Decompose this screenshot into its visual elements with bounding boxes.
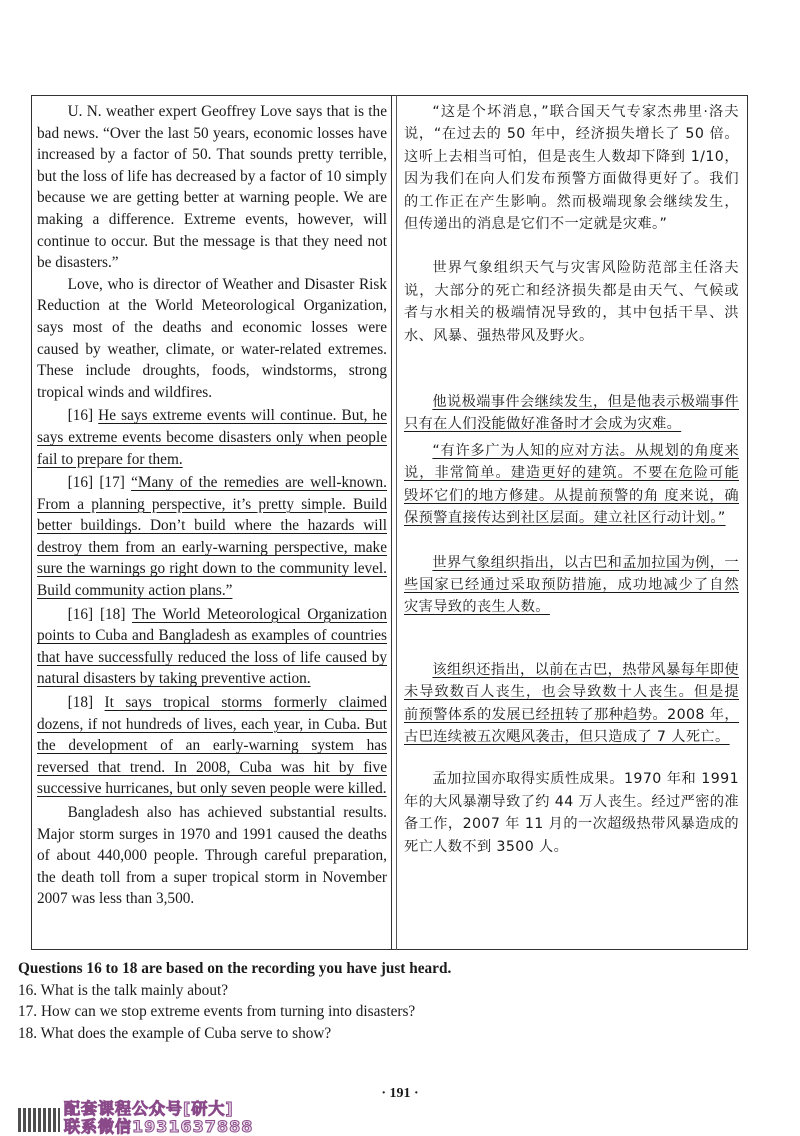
questions-section [18,958,778,1044]
qr-code-icon [18,1108,60,1132]
english-paragraph-3 [37,405,387,470]
underlined-answer-text: “Many of the remedies are well-known. From a planning perspective, it’s pretty simple. Build better buildings. Don’t build where the hazards will destroy them from an early-warning perspective, make sure the warnings go right down to the community level. Build community action plans.” [37,474,387,600]
english-paragraph-1: U. N. weather expert Geoffrey Love says that is the bad news. “Over the last 50 years, economic losses have increased by a factor of 50. That sounds pretty terrible, but the loss of life has decreased by a factor of 10 simply because we are getting better at warning people. We are making a difference. Extreme events, however, will continue to occur. But the message is that they need not be disasters.” [37,103,387,272]
question-tag: [16] [17] [67,474,132,492]
page-number: · 191 · [381,1086,419,1101]
column-divider-inner [396,95,397,950]
underlined-answer-text: The World Meteorological Organization points to Cuba and Bangladesh as examples of countries that have successfully reduced the loss of life caused by natural disasters by taking preventive action. [37,605,388,688]
banner-line-2: 联系微信1931637888 [64,1117,254,1136]
watermark-banner [64,1100,324,1136]
chinese-paragraph-1: “这是个坏消息，”联合国天气专家杰弗里·洛夫说，“在过去的 50 年中，经济损失增长了 50 倍。这听上去相当可怕，但是丧生人数却下降到 1/10，因为我们在向人们发布预警方面做得更好了。我们的工作正在产生影响。然而极端现象会继续发生，但传递出的消息是它们不一定就是灾难。” [404,104,739,233]
chinese-paragraph-6: 该组织还指出，以前在古巴，热带风暴每年即使未导致数百人丧生，也会导致数十人丧生。但是提前预警体系的发展已经扭转了那种趋势。2008 年，古巴连续被五次飓风袭击，但只造成了 7 人死亡。 [404,661,739,745]
chinese-translation-column [404,101,739,858]
question-tag: [16] [18] [67,605,133,623]
english-paragraph-7: Bangladesh also has achieved substantial results. Major storm surges in 1970 and 1991 caused the deaths of about 440,000 people. Through careful preparation, the death toll from a super tropical storm in November 2007 was less than 3,500. [37,804,387,908]
column-divider [391,95,392,950]
chinese-paragraph-2: 世界气象组织天气与灾害风险防范部主任洛夫说，大部分的死亡和经济损失都是由天气、气候或者与水相关的极端情况导致的，其中包括干旱、洪水、风暴、强热带风及野火。 [404,260,739,344]
chinese-paragraph-4: “有许多广为人知的应对方法。从规划的角度来说，非常简单。建造更好的建筑。不要在危险可能毁坏它们的地方修建。从提前预警的角 度来说，确保预警直接传达到社区层面。建立社区行动计划。” [404,442,739,527]
english-transcript-column [37,101,387,910]
underlined-answer-text: He says extreme events will continue. But, he says extreme events become disasters only when people fail to prepare for them. [37,407,387,468]
question-16: 16. What is the talk mainly about? [18,981,229,999]
chinese-paragraph-5: 世界气象组织指出，以古巴和孟加拉国为例，一些国家已经通过采取预防措施，成功地减少了自然灾害导致的丧生人数。 [404,554,739,616]
questions-heading: Questions 16 to 18 are based on the recording you have just heard. [18,960,452,977]
question-18: 18. What does the example of Cuba serve to show? [18,1024,332,1042]
question-tag: [16] [67,407,99,425]
chinese-paragraph-7: 孟加拉国亦取得实质性成果。1970 年和 1991 年的大风暴潮导致了约 44 万人丧生。经过严密的准备工作，2007 年 11 月的一次超级热带风暴造成的死亡人数不到 3500 人。 [404,771,740,855]
english-paragraph-4 [37,472,387,602]
chinese-paragraph-3: 他说极端事件会继续发生，但是他表示极端事件只有在人们没能做好准备时才会成为灾难。 [404,394,739,433]
english-paragraph-2: Love, who is director of Weather and Disaster Risk Reduction at the World Meteorological Organization, says most of the deaths and economic losses were caused by weather, climate, or water-related extremes. These include droughts, foods, windstorms, strong tropical winds and wildfires. [37,275,387,401]
underlined-answer-text: It says tropical storms formerly claimed dozens, if not hundreds of lives, each year, in Cuba. But the development of an early-warning system has reversed that trend. In 2008, Cuba was hit by five successive hurricanes, but only seven people were killed. [37,694,387,798]
banner-line-1: 配套课程公众号[研大] [64,1099,234,1118]
question-17: 17. How can we stop extreme events from turning into disasters? [18,1003,416,1020]
english-paragraph-6 [37,692,387,800]
english-paragraph-5 [37,604,387,690]
question-tag: [18] [67,694,105,712]
